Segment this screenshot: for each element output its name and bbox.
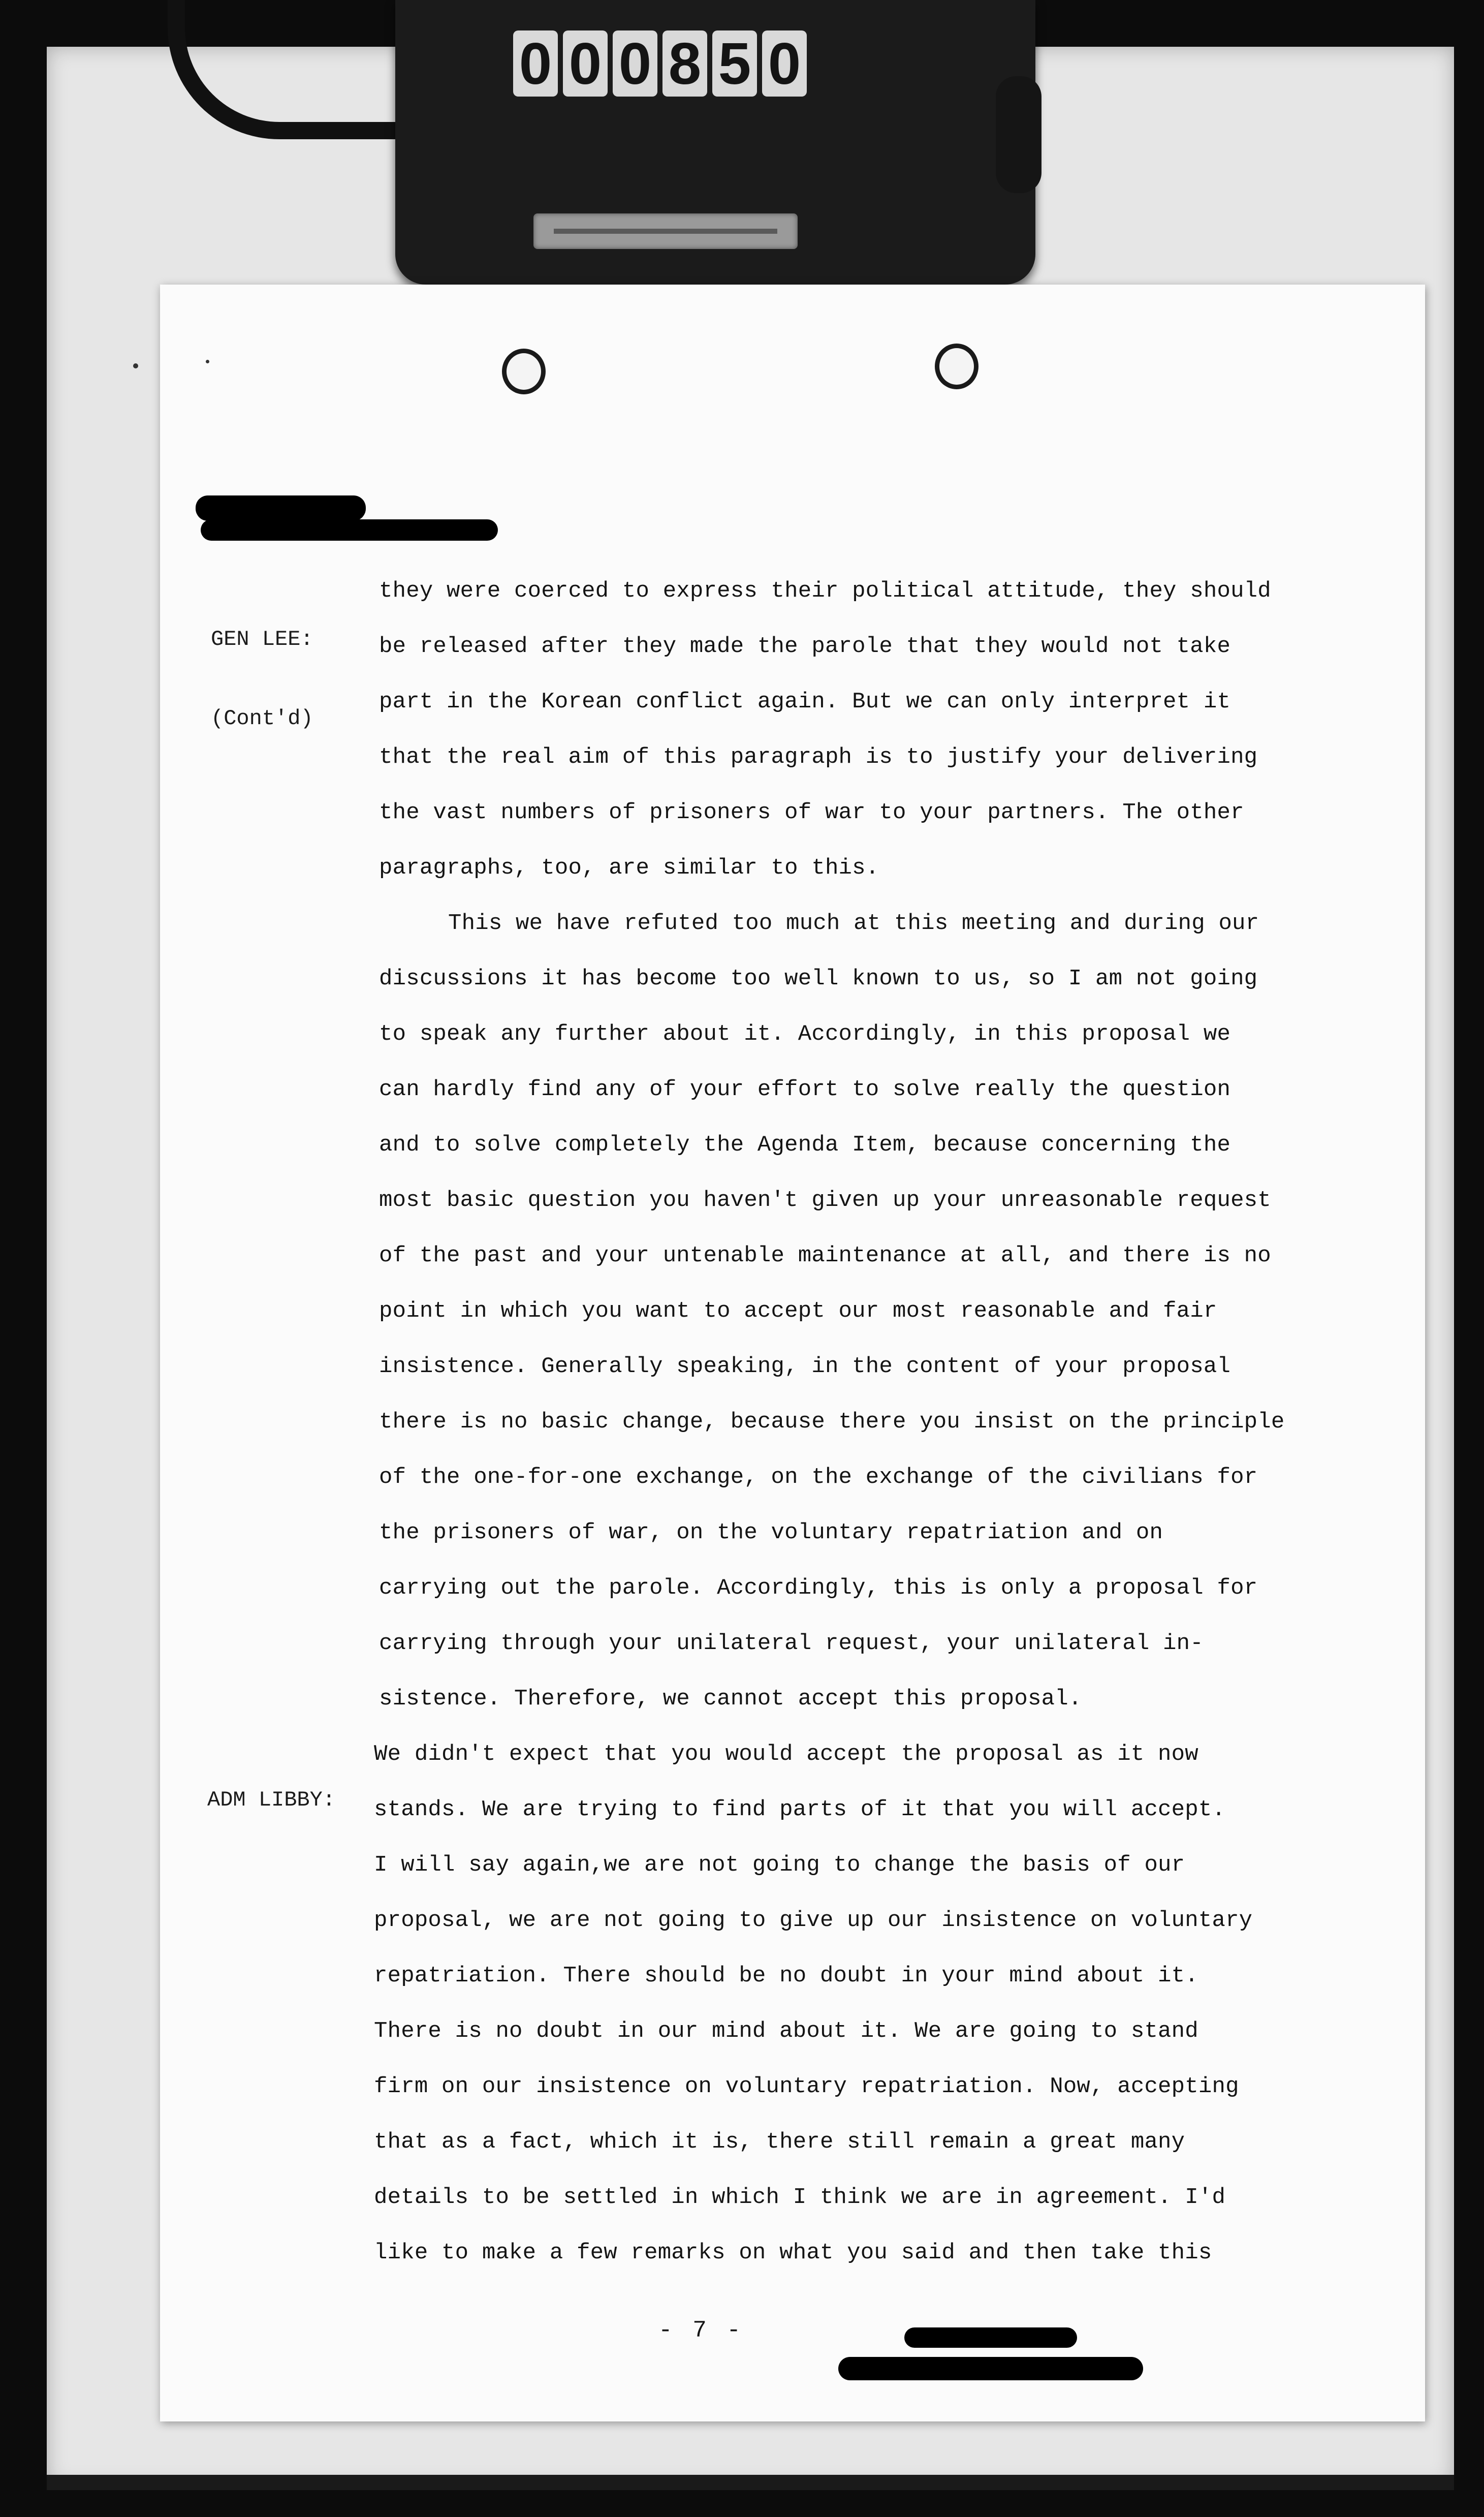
speaker-label [211,573,313,758]
speaker-name: ADM LIBBY: [207,1788,336,1812]
text-line: repatriation. There should be no doubt in your mind about it. [374,1963,1198,1988]
text-line: carrying out the parole. Accordingly, this is only a proposal for [379,1575,1258,1601]
redaction-mark [838,2357,1143,2380]
text-line: and to solve completely the Agenda Item, because concerning the [379,1132,1231,1158]
counter-digit: 0 [563,30,608,97]
text-line: sistence. Therefore, we cannot accept this proposal. [379,1686,1082,1712]
text-line: be released after they made the parole that they would not take [379,634,1231,659]
text-line: discussions it has become too well known to us, so I am not going [379,966,1258,991]
counter-digit: 0 [762,30,807,97]
text-line: the vast numbers of prisoners of war to your partners. The other [379,800,1244,825]
counter-knob [996,76,1041,193]
counter-digit: 0 [613,30,657,97]
page-number: - 7 - [658,2317,744,2344]
redaction-mark [904,2327,1077,2348]
text-line: stands. We are trying to find parts of it that you will accept. [374,1797,1226,1822]
text-line: of the past and your untenable maintenance at all, and there is no [379,1243,1271,1268]
text-line: details to be settled in which I think we are in agreement. I'd [374,2185,1226,2210]
text-line: to speak any further about it. Accordingly, in this proposal we [379,1021,1231,1047]
speaker-name: GEN LEE: [211,627,313,651]
counter-digit: 5 [712,30,757,97]
redaction-mark [201,519,498,541]
speaker-label [207,1734,335,1840]
speaker-continued: (Cont'd) [211,706,313,731]
text-line: There is no doubt in our mind about it. We are going to stand [374,2018,1198,2044]
punch-hole [502,349,546,394]
text-line: paragraphs, too, are similar to this. [379,855,879,881]
text-line: I will say again,we are not going to change the basis of our [374,1852,1185,1878]
text-line: can hardly find any of your effort to solve really the question [379,1077,1231,1102]
frame-bottom-edge [47,2475,1454,2490]
text-line: point in which you want to accept our most reasonable and fair [379,1298,1217,1324]
punch-hole [935,344,978,389]
frame-counter-digits [513,30,807,99]
counter-digit: 0 [513,30,558,97]
text-line: carrying through your unilateral request, your unilateral in- [379,1631,1204,1656]
text-line: firm on our insistence on voluntary repatriation. Now, accepting [374,2074,1239,2099]
text-line: We didn't expect that you would accept the proposal as it now [374,1742,1198,1767]
counter-digit: 8 [662,30,707,97]
text-line: there is no basic change, because there you insist on the principle [379,1409,1285,1435]
text-line: the prisoners of war, on the voluntary repatriation and on [379,1520,1163,1545]
redaction-mark [196,495,366,521]
text-line: that as a fact, which it is, there still remain a great many [374,2129,1185,2155]
text-line: like to make a few remarks on what you said and then take this [374,2240,1212,2265]
text-line: of the one-for-one exchange, on the exchange of the civilians for [379,1465,1258,1490]
text-line: part in the Korean conflict again. But we can only interpret it [379,689,1231,714]
text-line: most basic question you haven't given up your unreasonable request [379,1188,1271,1213]
text-line: they were coerced to express their political attitude, they should [379,578,1271,604]
dust-speck [206,360,209,363]
text-line: that the real aim of this paragraph is to justify your delivering [379,744,1258,770]
text-line: This we have refuted too much at this meeting and during our [448,911,1259,936]
text-line: proposal, we are not going to give up our insistence on voluntary [374,1908,1253,1933]
dust-speck [133,363,138,368]
text-line: insistence. Generally speaking, in the content of your proposal [379,1354,1231,1379]
counter-label-plate [533,213,798,249]
